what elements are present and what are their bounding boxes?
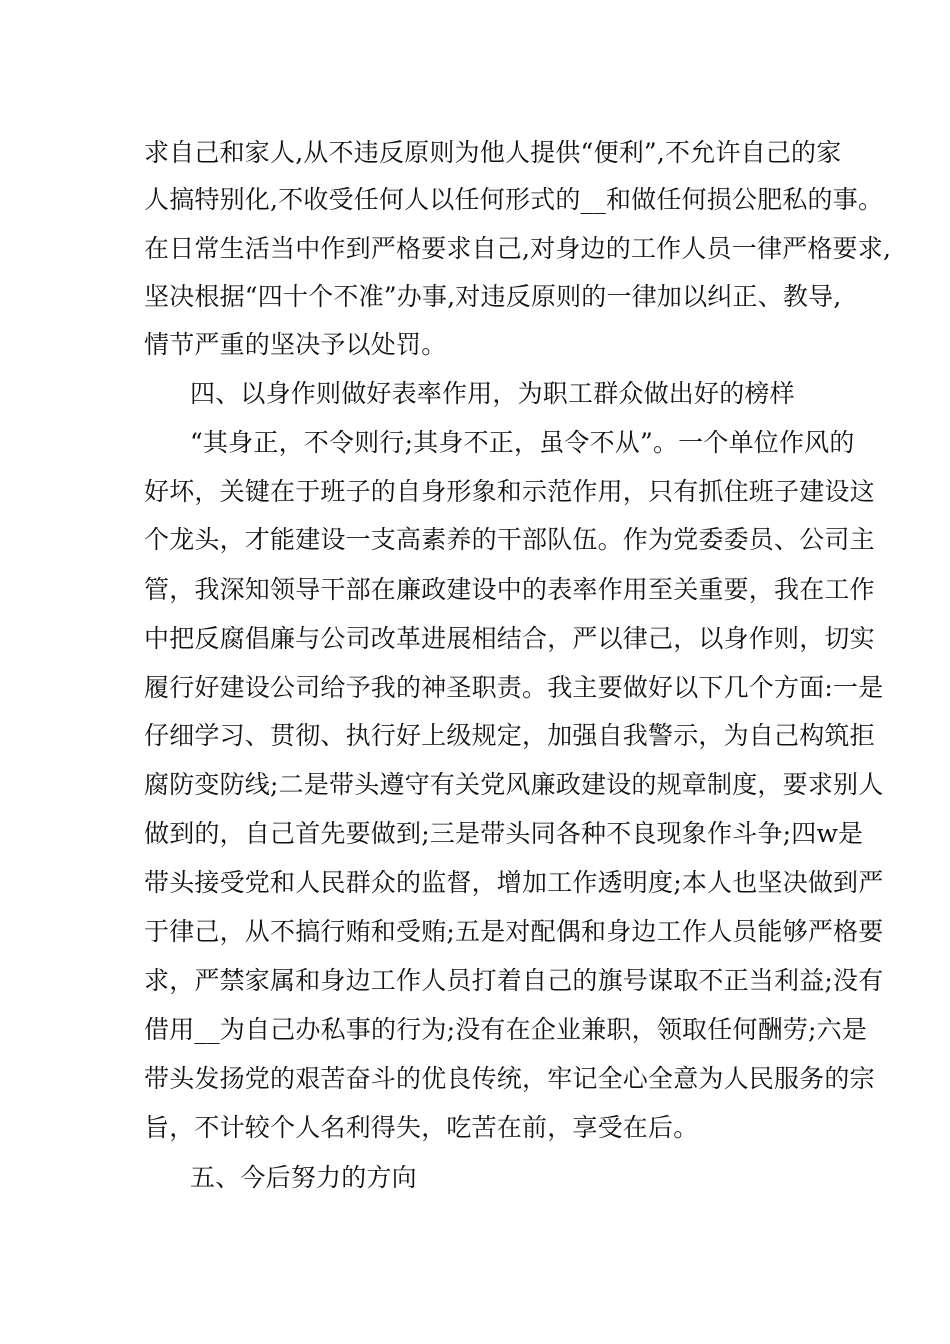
body-line: 旨，不计较个人名利得失，吃苦在前，享受在后。 xyxy=(144,1113,699,1142)
body-line: 在日常生活当中作到严格要求自己,对身边的工作人员一律严格要求, xyxy=(144,234,892,263)
body-line: 管，我深知领导干部在廉政建设中的表率作用至关重要，我在工作 xyxy=(144,575,875,604)
body-line: 好坏，关键在于班子的自身形象和示范作用，只有抓住班子建设这 xyxy=(144,477,875,506)
body-line: 情节严重的坚决予以处罚。 xyxy=(144,330,447,359)
section-heading-5: 五、今后努力的方向 xyxy=(190,1163,417,1192)
body-line: 中把反腐倡廉与公司改革进展相结合，严以律己，以身作则，切实 xyxy=(144,624,875,653)
body-line: 求，严禁家属和身边工作人员打着自己的旗号谋取不正当利益;没有 xyxy=(144,966,884,995)
section-heading-4: 四、以身作则做好表率作用，为职工群众做出好的榜样 xyxy=(190,379,795,408)
body-line: 于律己，从不搞行贿和受贿;五是对配偶和身边工作人员能够严格要 xyxy=(144,917,884,946)
body-line: 带头接受党和人民群众的监督，增加工作透明度;本人也坚决做到严 xyxy=(144,868,884,897)
body-line: 人搞特别化,不收受任何人以任何形式的__和做任何损公肥私的事。 xyxy=(144,185,884,214)
body-line: 求自己和家人,从不违反原则为他人提供“便利”,不允许自己的家 xyxy=(144,138,842,167)
body-line: 个龙头，才能建设一支高素养的干部队伍。作为党委委员、公司主 xyxy=(144,525,875,554)
body-line: 借用__为自己办私事的行为;没有在企业兼职，领取任何酬劳;六是 xyxy=(144,1015,868,1044)
body-line: 带头发扬党的艰苦奋斗的优良传统，牢记全心全意为人民服务的宗 xyxy=(144,1064,875,1093)
paragraph-first-line: “其身正，不令则行;其身不正，虽令不从”。一个单位作风的 xyxy=(190,428,855,457)
body-line: 坚决根据“四十个不准”办事,对违反原则的一律加以纠正、教导, xyxy=(144,282,842,311)
body-line: 履行好建设公司给予我的神圣职责。我主要做好以下几个方面:一是 xyxy=(144,673,884,702)
body-line: 做到的，自己首先要做到;三是带头同各种不良现象作斗争;四w是 xyxy=(144,819,864,848)
body-line: 仔细学习、贯彻、执行好上级规定，加强自我警示，为自己构筑拒 xyxy=(144,721,875,750)
body-line: 腐防变防线;二是带头遵守有关党风廉政建设的规章制度，要求别人 xyxy=(144,770,884,799)
